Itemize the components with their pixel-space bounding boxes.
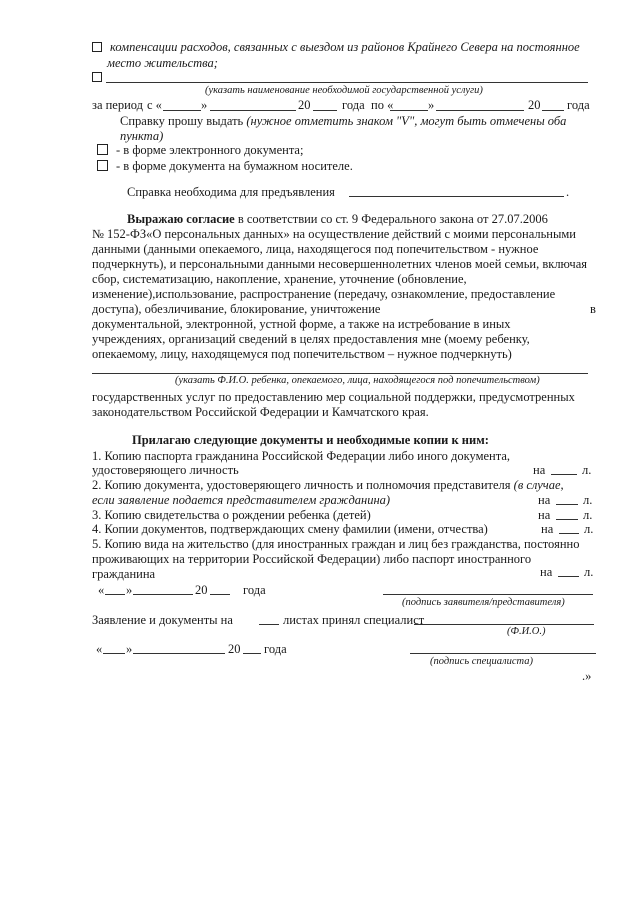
- consent-fio-hint: (указать Ф.И.О. ребенка, опекаемого, лица, находящегося под попечительством): [175, 375, 540, 386]
- attachment-1-line2: удостоверяющего личность: [92, 463, 239, 477]
- period-to-day[interactable]: [390, 110, 428, 111]
- format-request-line2: пункта): [120, 129, 164, 143]
- format-paper-checkbox[interactable]: [97, 160, 108, 171]
- attachment-5-on: на: [540, 565, 553, 579]
- period-from-quote: »: [201, 98, 208, 112]
- end-mark: .»: [582, 669, 592, 683]
- consent-line2: № 152-ФЗ«О персональных данных» на осуществление действий с моими персональными: [92, 227, 576, 241]
- consent-line6: изменение),использование, распространение (передачу, ознакомление, предоставление: [92, 287, 556, 301]
- format-electronic: - в форме электронного документа;: [97, 143, 303, 158]
- consent-line1: Выражаю согласие в соответствии со ст. 9 Федерального закона от 27.07.2006: [127, 212, 548, 226]
- attachment-3: 3. Копию свидетельства о рождении ребенка (детей): [92, 508, 371, 522]
- consent-line10: опекаемому, лицу, находящемуся под попечительством – нужное подчеркнуть): [92, 347, 512, 361]
- attachment-2-sheets: л.: [583, 493, 593, 507]
- format-electronic-checkbox[interactable]: [97, 144, 108, 155]
- period-to-year[interactable]: [542, 110, 564, 111]
- attachment-5-sheets-field[interactable]: [558, 576, 579, 577]
- period-from-year-word: года: [342, 98, 365, 112]
- consent-line8: документальной, электронной, устной форме, а также на истребование в иных: [92, 317, 511, 331]
- option-other-checkbox[interactable]: [92, 72, 102, 82]
- option-north-checkbox[interactable]: [92, 42, 102, 52]
- consent-line11: государственных услуг по предоставлению мер социальной поддержки, предусмотренных: [92, 390, 575, 404]
- specialist-date-year-word: года: [264, 642, 287, 656]
- applicant-date-year[interactable]: [210, 594, 230, 595]
- consent-line4: подчеркнуть), и персональными данными несовершеннолетних членов моей семьи, включая: [92, 257, 588, 271]
- option-north-line2: место жительства;: [107, 56, 218, 70]
- period-to: по «: [371, 98, 394, 112]
- format-request-line1: Справку прошу выдать (нужное отметить знаком "V", могут быть отмечены оба: [120, 114, 567, 128]
- specialist-date-year[interactable]: [243, 653, 261, 654]
- period-from-month[interactable]: [210, 110, 296, 111]
- specialist-fio-field[interactable]: [414, 624, 594, 625]
- attachment-5-line3: гражданина: [92, 567, 156, 581]
- period-label: за период: [92, 98, 144, 112]
- format-paper: - в форме документа на бумажном носителе.: [97, 159, 353, 174]
- period-to-year-prefix: 20: [528, 98, 541, 112]
- attachment-3-sheets: л.: [583, 508, 593, 522]
- attachment-1-sheets-field[interactable]: [551, 474, 577, 475]
- received-rest: листах принял специалист: [283, 613, 425, 627]
- attachment-4-sheets: л.: [584, 522, 594, 536]
- applicant-date-year-word: года: [243, 583, 266, 597]
- attachment-4-sheets-field[interactable]: [559, 533, 579, 534]
- attachment-2-line1: 2. Копию документа, удостоверяющего личность и полномочия представителя (в случае,: [92, 478, 564, 492]
- attachment-2-on: на: [538, 493, 551, 507]
- specialist-signature-hint: (подпись специалиста): [430, 656, 534, 667]
- period-to-year-word: года: [567, 98, 590, 112]
- applicant-date-close-quote: »: [126, 583, 133, 597]
- attachment-5-sheets: л.: [584, 565, 594, 579]
- consent-line12: законодательством Российской Федерации и Камчатского края.: [92, 405, 429, 419]
- attachment-4-on: на: [541, 522, 554, 536]
- consent-line7: доступа), обезличивание, блокирование, уничтожение: [92, 302, 381, 316]
- attachments-heading: Прилагаю следующие документы и необходимые копии к ним:: [132, 433, 489, 447]
- attachment-5-line2: проживающих на территории Российской Федерации) либо паспорт иностранного: [92, 552, 532, 566]
- purpose-label: Справка необходима для предъявления: [127, 185, 335, 199]
- attachment-2-sheets-field[interactable]: [556, 504, 578, 505]
- attachment-1-sheets: л.: [582, 463, 592, 477]
- option-north-line1: компенсации расходов, связанных с выездом из районов Крайнего Севера на постоянное: [92, 40, 580, 55]
- consent-line7-end: в: [590, 302, 596, 316]
- consent-line3: данными (данными опекаемого, лица, находящегося под попечительством - нужное: [92, 242, 539, 256]
- specialist-date-close-quote: »: [126, 642, 133, 656]
- specialist-date-month[interactable]: [133, 653, 225, 654]
- period-to-quote: »: [428, 98, 435, 112]
- specialist-date-day[interactable]: [103, 653, 125, 654]
- period-from-day[interactable]: [163, 110, 201, 111]
- applicant-date-year-prefix: 20: [195, 583, 208, 597]
- consent-fio-field[interactable]: [92, 373, 588, 374]
- received-label: Заявление и документы на: [92, 613, 233, 627]
- specialist-date-open-quote: «: [96, 642, 103, 656]
- attachment-4: 4. Копии документов, подтверждающих смену фамилии (имени, отчества): [92, 522, 488, 536]
- period-from-year-prefix: 20: [298, 98, 311, 112]
- period-to-month[interactable]: [436, 110, 524, 111]
- applicant-date-open-quote: «: [98, 583, 105, 597]
- period-from-year[interactable]: [313, 110, 337, 111]
- attachment-1-line1: 1. Копию паспорта гражданина Российской Федерации либо иного документа,: [92, 449, 511, 463]
- attachment-3-on: на: [538, 508, 551, 522]
- purpose-end: .: [566, 185, 570, 199]
- attachment-2-line2: если заявление подается представителем гражданина): [92, 493, 391, 507]
- attachment-5-line1: 5. Копию вида на жительство (для иностранных граждан и лиц без гражданства, постоянно: [92, 537, 580, 551]
- service-name-hint: (указать наименование необходимой государственной услуги): [205, 85, 483, 96]
- applicant-signature-field[interactable]: [383, 594, 593, 595]
- consent-line5: сбор, систематизацию, накопление, хранение, уточнение (обновление,: [92, 272, 467, 286]
- received-sheets-field[interactable]: [259, 624, 279, 625]
- consent-line9: учреждениях, организаций сведений в целях предоставления мне (моему ребенку,: [92, 332, 530, 346]
- service-name-field[interactable]: [106, 82, 588, 83]
- specialist-signature-field[interactable]: [410, 653, 596, 654]
- applicant-date-month[interactable]: [133, 594, 193, 595]
- attachment-3-sheets-field[interactable]: [556, 519, 578, 520]
- specialist-fio-hint: (Ф.И.О.): [507, 626, 546, 637]
- attachment-1-on: на: [533, 463, 546, 477]
- applicant-date-day[interactable]: [105, 594, 125, 595]
- specialist-date-year-prefix: 20: [228, 642, 241, 656]
- applicant-signature-hint: (подпись заявителя/представителя): [402, 597, 565, 608]
- period-from: с «: [147, 98, 162, 112]
- purpose-field[interactable]: [349, 196, 564, 197]
